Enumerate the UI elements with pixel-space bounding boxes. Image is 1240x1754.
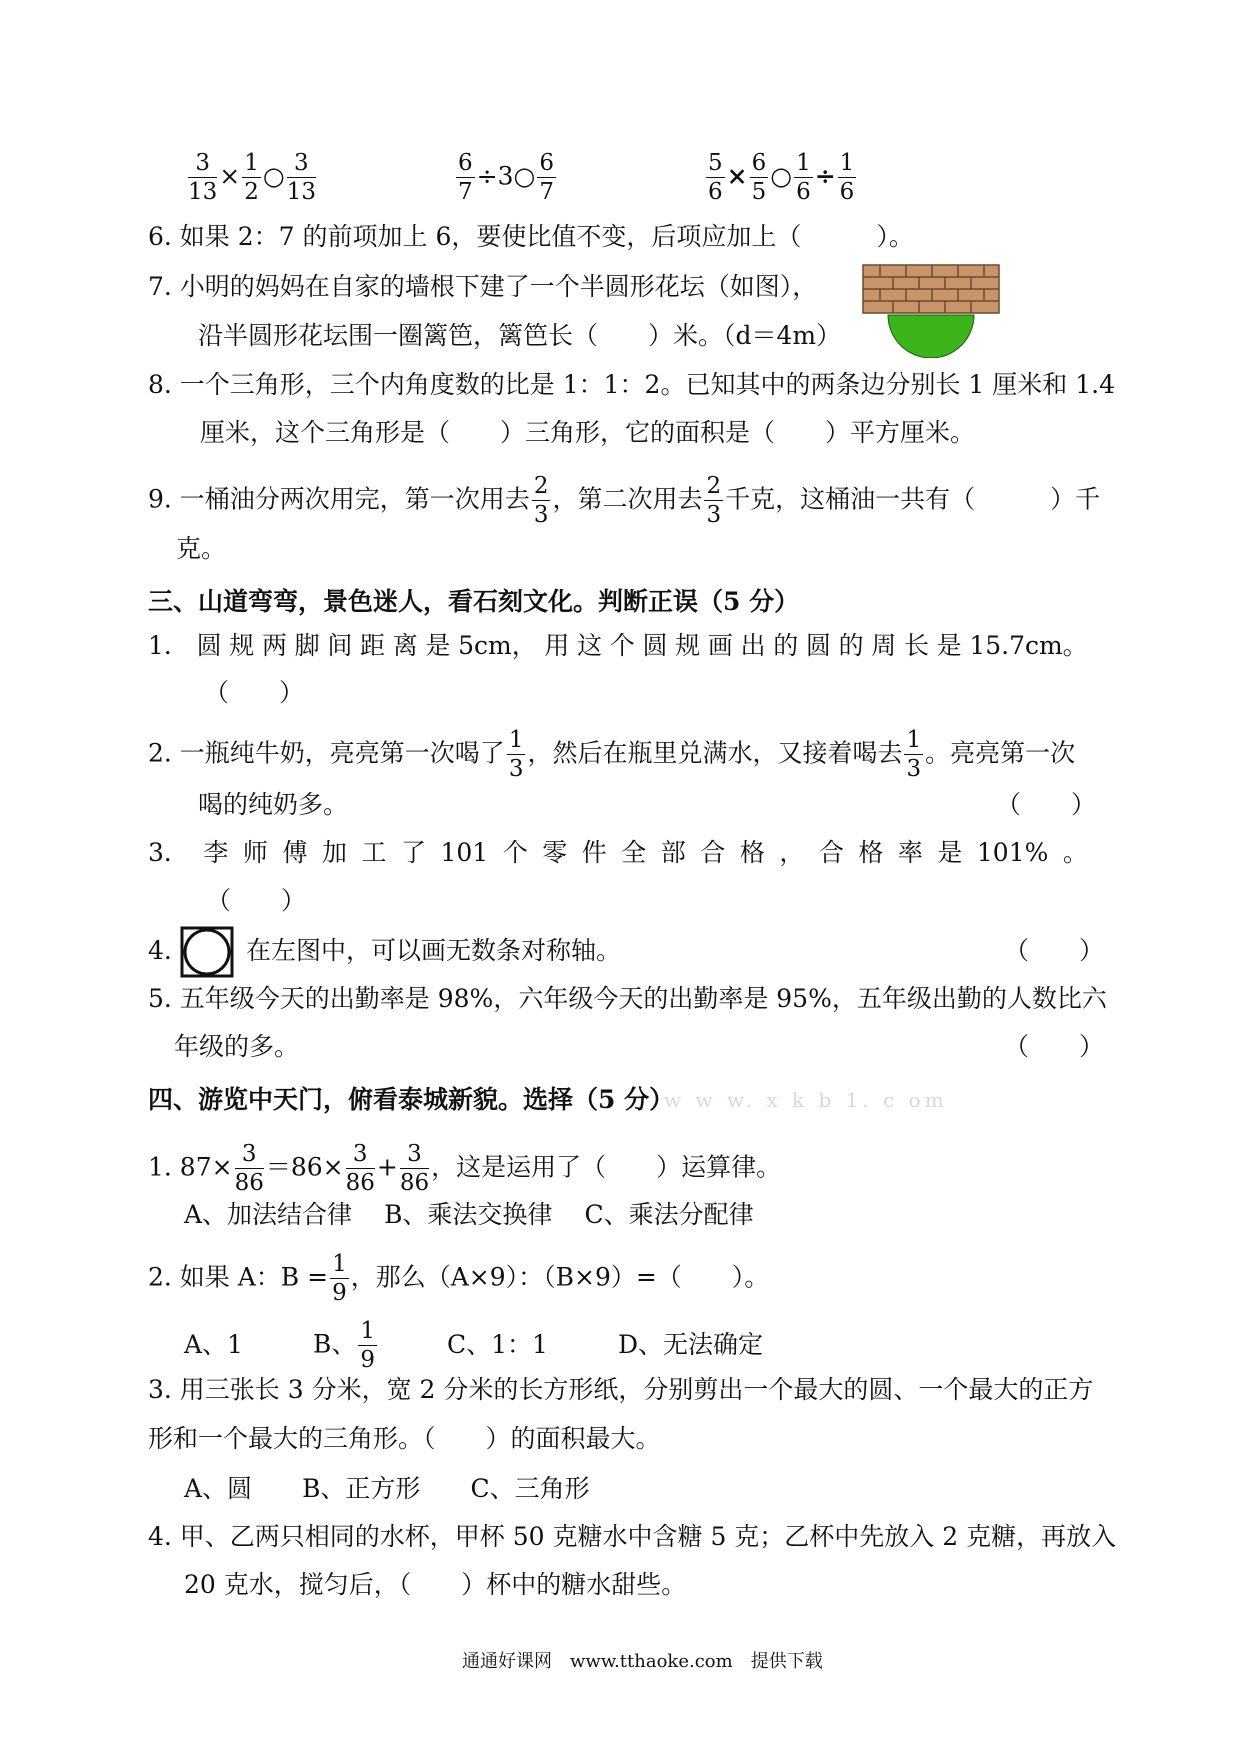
fraction: $\frac{6}{7}$ — [458, 150, 473, 205]
judge-question-2-line-2: 喝的纯奶多。 — [198, 790, 349, 819]
word: 傅 — [282, 838, 308, 867]
word: 距 — [360, 631, 386, 660]
judge-question-3 — [148, 838, 1088, 868]
semicircle-flowerbed — [888, 315, 974, 358]
question-8-line-2: 厘米，这个三角形是（ ）三角形，它的面积是（ ）平方厘米。 — [200, 418, 976, 447]
fraction: $\frac{2}{3}$ — [533, 473, 549, 528]
judge-question-5-paren: （ ） — [1004, 1032, 1105, 1061]
word: 件 — [581, 838, 607, 867]
word: 零 — [542, 838, 568, 867]
word: 101 — [440, 838, 489, 867]
option-a: A、加法结合律 — [184, 1200, 353, 1229]
option-b: B、正方形 — [302, 1474, 421, 1503]
word: 规 — [229, 631, 255, 660]
word: 3． — [148, 838, 189, 867]
word: 101% — [976, 838, 1049, 867]
word: 李 — [203, 838, 229, 867]
fraction: $\frac{1}{3}$ — [906, 727, 922, 782]
fraction: $\frac{1}{2}$ — [244, 150, 259, 205]
compare-expression-2: $\frac{6}{7}$ ÷3○ $\frac{6}{7}$ — [458, 150, 554, 205]
section-3-title: 三、山道弯弯，景色迷人，看石刻文化。判断正误（5 分） — [148, 587, 800, 616]
fraction: $\frac{1}{6}$ — [839, 150, 855, 205]
word: 用 — [544, 631, 570, 660]
question-8-line-1: 8. 一个三角形，三个内角度数的比是 1：1：2。已知其中的两条边分别长 1 厘米和 1.4 — [148, 370, 1115, 399]
word: 5cm， — [458, 631, 537, 660]
word: 周 — [871, 631, 897, 660]
word: 间 — [327, 631, 353, 660]
choice-question-1-options — [184, 1200, 786, 1230]
word: 这 — [577, 631, 603, 660]
word: 脚 — [294, 631, 320, 660]
word: 圆 — [805, 631, 831, 660]
choice-question-3-line-2: 形和一个最大的三角形。（ ）的面积最大。 — [148, 1424, 661, 1453]
choice-question-3-options — [184, 1474, 622, 1504]
word: 是 — [936, 631, 962, 660]
judge-question-4-number: 4. — [148, 936, 172, 965]
fraction: $\frac{3}{86}$ — [399, 1141, 430, 1196]
compare-circle: ○ — [262, 161, 285, 191]
question-6: 6. 如果 2：7 的前项加上 6，要使比值不变，后项应加上（ ）。 — [148, 222, 914, 251]
circle-in-square-icon — [180, 926, 234, 978]
option-b-label: B、 — [312, 1329, 357, 1359]
fraction: $\frac{6}{7}$ — [539, 150, 554, 205]
word: 两 — [261, 631, 287, 660]
word: 个 — [502, 838, 528, 867]
fraction: $\frac{1}{3}$ — [508, 727, 524, 782]
word: 画 — [707, 631, 733, 660]
fraction: $\frac{1}{9}$ — [332, 1251, 347, 1306]
question-9-line-1: 9. 一桶油分两次用完，第一次用去 $\frac{2}{3}$ ，第二次用去 $\frac{2}{3}$ 千克，这桶油一共有（ ）千 — [148, 473, 1101, 528]
word: 合 — [818, 838, 844, 867]
compare-circle: ○ — [770, 161, 793, 191]
choice-question-1: 1. 87× $\frac{3}{86}$ ＝86× $\frac{3}{86}$ + $\frac{3}{86}$ ，这是运用了（ ）运算律。 — [148, 1141, 782, 1196]
judge-question-5-line-2: 年级的多。 — [174, 1032, 300, 1061]
compare-expression-3: $\frac{5}{6}$ × $\frac{6}{5}$ ○ $\frac{1}{6}$ ÷ $\frac{1}{6}$ — [708, 150, 855, 205]
semicircle-garden-figure — [862, 264, 1000, 358]
question-7-line-2: 沿半圆形花坛围一圈篱笆，篱笆长（ ）米。（d＝4m） — [198, 321, 842, 350]
compare-circle: ○ — [513, 161, 536, 191]
choice-question-2-options — [184, 1320, 795, 1372]
choice-question-4-line-2: 20 克水，搅匀后，（ ）杯中的糖水甜些。 — [184, 1570, 687, 1599]
question-7-line-1: 7. 小明的妈妈在自家的墙根下建了一个半圆形花坛（如图）， — [148, 272, 818, 301]
word: ， — [779, 838, 805, 867]
footer-credit: 通通好课网 www.tthaoke.com 提供下载 — [462, 1651, 823, 1672]
choice-question-2: 2. 如果 A：B = $\frac{1}{9}$ ，那么（A×9）：（B×9）=（ ）。 — [148, 1251, 770, 1306]
judge-question-3-paren: （ ） — [206, 886, 307, 915]
word: 的 — [838, 631, 864, 660]
word: 是 — [937, 838, 963, 867]
word: 格 — [739, 838, 765, 867]
word: 圆 — [642, 631, 668, 660]
choice-question-4-line-1: 4. 甲、乙两只相同的水杯，甲杯 50 克糖水中含糖 5 克；乙杯中先放入 2 克糖，再放入 — [148, 1522, 1117, 1551]
fraction: $\frac{3}{13}$ — [286, 150, 316, 205]
fraction: $\frac{3}{86}$ — [234, 1141, 264, 1196]
word: 长 — [903, 631, 929, 660]
option-d: D、无法确定 — [617, 1329, 763, 1359]
choice-question-3-line-1: 3. 用三张长 3 分米，宽 2 分米的长方形纸，分别剪出一个最大的圆、一个最大的正方 — [148, 1375, 1094, 1404]
fraction: $\frac{1}{9}$ — [360, 1318, 375, 1373]
option-c: C、三角形 — [470, 1474, 590, 1503]
word: 率 — [897, 838, 923, 867]
judge-question-1-paren: （ ） — [204, 678, 305, 707]
option-b: B、乘法交换律 — [384, 1200, 553, 1229]
word: 圆 — [196, 631, 222, 660]
compare-expression-1: $\frac{3}{13}$ × $\frac{1}{2}$ ○ $\frac{3}{13}$ — [188, 150, 316, 205]
watermark: w w w. x k b 1. c om — [664, 1088, 948, 1112]
option-c: C、乘法分配律 — [584, 1200, 754, 1229]
judge-question-4-paren: （ ） — [1004, 936, 1105, 965]
option-a: A、圆 — [184, 1474, 253, 1503]
judge-question-2-line-1: 2. 一瓶纯牛奶，亮亮第一次喝了 $\frac{1}{3}$ ，然后在瓶里兑满水，又接着喝去 $\frac{1}{3}$ 。亮亮第一次 — [148, 727, 1076, 782]
word: 个 — [609, 631, 635, 660]
word: 了 — [400, 838, 426, 867]
fraction: $\frac{2}{3}$ — [706, 473, 722, 528]
word: 工 — [361, 838, 387, 867]
word: 合 — [700, 838, 726, 867]
word: 全 — [621, 838, 647, 867]
word: 规 — [675, 631, 701, 660]
fraction: $\frac{6}{5}$ — [751, 150, 767, 205]
word: 加 — [321, 838, 347, 867]
fraction: $\frac{3}{86}$ — [345, 1141, 375, 1196]
fraction: $\frac{1}{6}$ — [796, 150, 811, 205]
option-a: A、1 — [184, 1329, 243, 1359]
section-4-title: 四、游览中天门，俯看泰城新貌。选择（5 分） — [148, 1085, 675, 1114]
judge-question-2-paren: （ ） — [996, 790, 1097, 819]
option-c: C、1：1 — [446, 1329, 548, 1359]
word: 出 — [740, 631, 766, 660]
word: 师 — [242, 838, 268, 867]
judge-question-5-line-1: 5. 五年级今天的出勤率是 98%，六年级今天的出勤率是 95%，五年级出勤的人数比六 — [148, 984, 1107, 1013]
fraction: $\frac{3}{13}$ — [188, 150, 218, 205]
judge-question-4-text: 在左图中，可以画无数条对称轴。 — [246, 936, 622, 965]
question-9-line-2: 克。 — [176, 534, 227, 563]
word: 是 — [425, 631, 451, 660]
word: 格 — [858, 838, 884, 867]
word: 离 — [392, 631, 418, 660]
word: 1． — [148, 631, 189, 660]
word: 。 — [1062, 838, 1088, 867]
word: 的 — [773, 631, 799, 660]
word: 部 — [660, 838, 686, 867]
word: 15.7cm。 — [969, 631, 1088, 660]
fraction: $\frac{5}{6}$ — [708, 150, 723, 205]
judge-question-1 — [148, 631, 1088, 661]
